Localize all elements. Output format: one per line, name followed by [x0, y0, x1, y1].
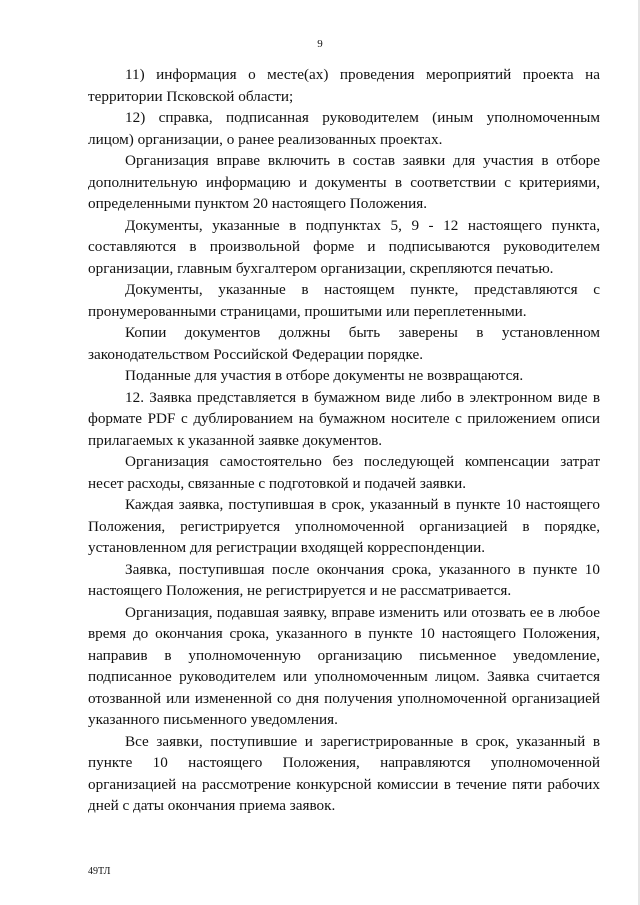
paragraph-commission-review: Все заявки, поступившие и зарегистрированные в срок, указанный в пункте 10 настоящего Положения, направляются уполномоченной организацией на рассмотрение конкурсной комиссии в течение пяти рабочих дней с даты окончания приема заявок.: [88, 732, 600, 814]
paragraph-clause-12: 12. Заявка представляется в бумажном виде либо в электронном виде в формате PDF с дублированием на бумажном носителе с приложением описи прилагаемых к указанной заявке документов.: [88, 388, 600, 449]
paragraph-documents-form: Документы, указанные в подпунктах 5, 9 - 12 настоящего пункта, составляются в произвольной форме и подписываются руководителем организации, главным бухгалтером организации, скрепляются печатью.: [88, 216, 600, 277]
paragraph-expenses: Организация самостоятельно без последующей компенсации затрат несет расходы, связанные с подготовкой и подачей заявки.: [88, 453, 600, 492]
paragraph-late-application: Заявка, поступившая после окончания срока, указанного в пункте 10 настоящего Положения, не регистрируется и не рассматривается.: [88, 560, 600, 599]
paragraph-item-11: 11) информация о месте(ах) проведения мероприятий проекта на территории Псковской области;: [88, 66, 600, 105]
paragraph-registration: Каждая заявка, поступившая в срок, указанный в пункте 10 настоящего Положения, регистрируется уполномоченной организацией в порядке, установленном для регистрации входящей корреспонденции.: [88, 496, 600, 556]
document-body: [88, 64, 600, 817]
footer-document-code: 49ТЛ: [88, 866, 111, 877]
paragraph-withdraw-change: Организация, подавшая заявку, вправе изменить или отозвать ее в любое время до окончания срока, указанного в пункте 10 настоящего Положения, направив в уполномоченную организацию письменное уведомление, подписанное руководителем или уполномоченным лицом. Заявка считается отозванной или измененной со дня получения уполномоченной организацией указанного письменного уведомления.: [88, 603, 600, 728]
page-number: 9: [317, 38, 323, 50]
paragraph-item-12: 12) справка, подписанная руководителем (иным уполномоченным лицом) организации, о ранее реализованных проектах.: [88, 109, 600, 148]
paragraph-documents-numbered: Документы, указанные в настоящем пункте, представляются с пронумерованными страницами, прошитыми или переплетенными.: [88, 281, 600, 320]
paragraph-not-returned: Поданные для участия в отборе документы не возвращаются.: [125, 367, 524, 384]
paragraph-copies-certified: Копии документов должны быть заверены в установленном законодательством Российской Федерации порядке.: [88, 324, 600, 363]
paragraph-additional-info: Организация вправе включить в состав заявки для участия в отборе дополнительную информацию и документы в соответствии с критериями, определенными пунктом 20 настоящего Положения.: [88, 152, 600, 212]
